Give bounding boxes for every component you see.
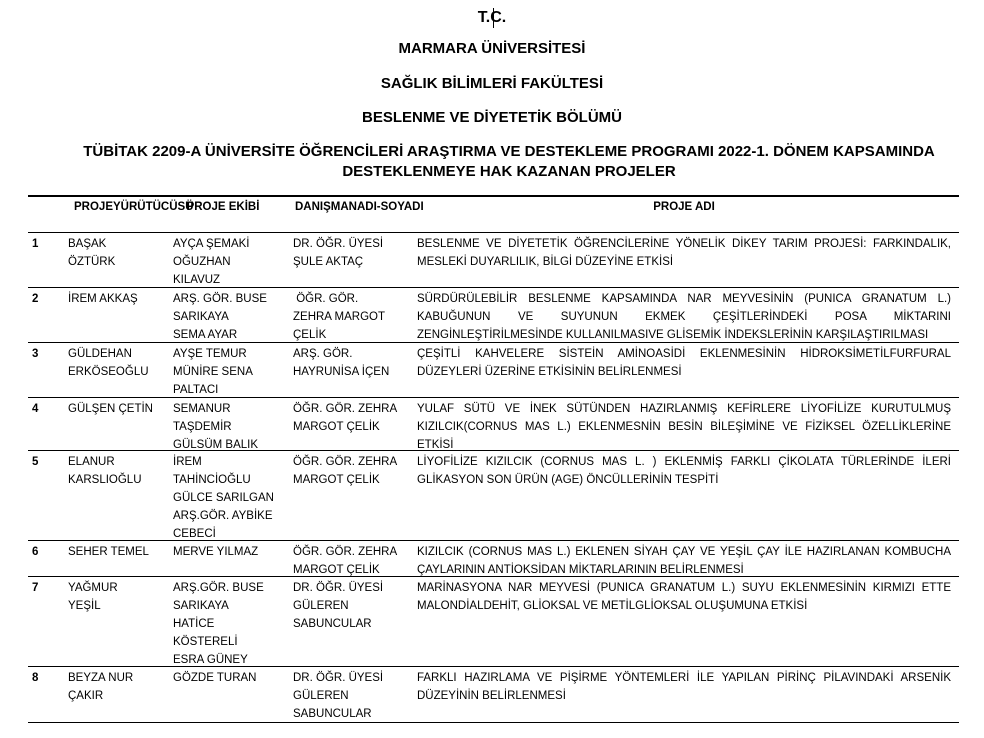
cell-line: SARIKAYA	[173, 600, 229, 612]
cell-line: OĞUZHAN	[173, 256, 231, 268]
project-executor	[68, 669, 168, 705]
project-executor	[68, 345, 168, 381]
heading-tc: T.C.	[477, 9, 507, 26]
cell-line: ÖĞR. GÖR. ZEHRA	[293, 546, 398, 558]
cell-line: ELANUR	[68, 456, 115, 468]
cell-line: KARSLIOĞLU	[68, 474, 142, 486]
cell-line: GÜLEREN	[293, 690, 349, 702]
project-advisor	[293, 235, 413, 271]
cell-line: ÖĞR. GÖR. ZEHRA	[293, 456, 398, 468]
cell-line: YÜRÜTÜCÜSÜ	[113, 201, 194, 213]
row-number: 4	[32, 403, 39, 415]
cell-line: ARŞ.GÖR. BUSE	[173, 582, 264, 594]
project-advisor	[293, 453, 413, 489]
cell-line: YAĞMUR	[68, 582, 118, 594]
row-number: 1	[32, 238, 39, 250]
cell-line: GÜLEREN	[293, 600, 349, 612]
cell-line: YEŞİL	[68, 600, 101, 612]
project-executor	[68, 453, 168, 489]
heading-faculty: SAĞLIK BİLİMLERİ FAKÜLTESİ	[380, 75, 604, 92]
project-title: LİYOFİLİZE KIZILCIK (CORNUS MAS L. ) EKLENMİŞ FARKLI ÇİKOLATA TÜRLERİNDE İLERİ GLİKASYON SON ÜRÜN (AGE) ÖNCÜLLERİNİN TESPİTİ	[417, 456, 951, 486]
program-title	[56, 142, 962, 182]
cell-line: MARGOT ÇELİK	[293, 564, 380, 576]
column-header-title: PROJE ADI	[653, 201, 715, 213]
cell-line: DR. ÖĞR. ÜYESİ	[293, 672, 384, 684]
cell-line: DR. ÖĞR. ÜYESİ	[293, 582, 384, 594]
row-number: 8	[32, 672, 39, 684]
project-advisor	[293, 290, 413, 344]
project-executor	[68, 579, 168, 615]
project-title: BESLENME VE DİYETETİK ÖĞRENCİLERİNE YÖNELİK DİKEY TARIM PROJESİ: FARKINDALIK, MESLEKİ DUYARLILIK, BİLGİ DÜZEYİNE ETKİSİ	[417, 238, 951, 268]
column-header-advisor	[295, 198, 424, 216]
table-top-rule	[28, 195, 959, 197]
column-header-team: PROJE EKİBİ	[186, 201, 260, 213]
cell-line: TAŞDEMİR	[173, 421, 232, 433]
cell-line: BAŞAK	[68, 238, 107, 250]
cell-line: GÜLSÜM BALIK	[173, 439, 258, 451]
cell-line: ESRA GÜNEY	[173, 654, 248, 666]
cell-line: İREM	[173, 456, 202, 468]
cell-line: GÖZDE TURAN	[173, 672, 257, 684]
cell-line: ARŞ. GÖR.	[293, 348, 353, 360]
cell-line: SEHER TEMEL	[68, 546, 149, 558]
row-number: 3	[32, 348, 39, 360]
cell-line: SABUNCULAR	[293, 618, 372, 630]
project-title: SÜRDÜRÜLEBİLİR BESLENME KAPSAMINDA NAR MEYVESİNİN (PUNICA GRANATUM L.) KABUĞUNUN VE SUYUNUN EKMEK ÇEŞİTLERİNDEKİ POSA MİKTARINI ZENGİNLEŞTİRİLMESİNDE KULLANILMASIVE GLİSEMİK İNDEKSLERİNİN KARŞILAŞTIRILMASI	[417, 293, 951, 341]
cell-line: ZEHRA MARGOT	[293, 311, 386, 323]
program-title-line1: TÜBİTAK 2209-A ÜNİVERSİTE ÖĞRENCİLERİ ARAŞTIRMA VE DESTEKLEME PROGRAMI 2022-1. DÖNEM KAPSAMINDA	[83, 143, 935, 160]
cell-line: ARŞ. GÖR. BUSE	[173, 293, 267, 305]
project-title: MARİNASYONA NAR MEYVESİ (PUNICA GRANATUM L.) SUYU EKLENMESİNİN KIRMIZI ETTE MALONDİALDEHİT, GLİOKSAL VE METİLGLİOKSAL OLUŞUMUNA ETKİSİ	[417, 582, 951, 612]
project-title: FARKLI HAZIRLAMA VE PİŞİRME YÖNTEMLERİ İLE YAPILAN PİRİNÇ PİLAVINDAKİ ARSENİK DÜZEYİNİN BELİRLENMESİ	[417, 672, 951, 702]
cell-line: SEMANUR	[173, 403, 231, 415]
cell-line: SABUNCULAR	[293, 708, 372, 720]
cell-line: SARIKAYA	[173, 311, 229, 323]
cell-line: AYŞE TEMUR	[173, 348, 247, 360]
program-title-line2: DESTEKLENMEYE HAK KAZANAN PROJELER	[342, 163, 676, 180]
column-header-executor	[74, 198, 194, 216]
cell-line: TAHİNCİOĞLU	[173, 474, 251, 486]
row-divider	[28, 540, 959, 541]
cell-line: KILAVUZ	[173, 274, 221, 286]
cell-line: İREM AKKAŞ	[68, 293, 138, 305]
project-advisor	[293, 345, 413, 381]
cell-line: GÜLDEHAN	[68, 348, 132, 360]
cell-line: ADI-SOYADI	[356, 201, 424, 213]
project-team	[173, 543, 291, 561]
project-advisor	[293, 579, 413, 633]
cell-line: AYÇA ŞEMAKİ	[173, 238, 250, 250]
project-advisor	[293, 543, 413, 579]
cell-line: MÜNİRE SENA	[173, 366, 253, 378]
project-team	[173, 400, 291, 454]
cell-line: ÖĞR. GÖR. ZEHRA	[293, 403, 398, 415]
project-executor	[68, 235, 168, 271]
project-team	[173, 290, 291, 344]
project-executor	[68, 290, 168, 308]
table-bottom-rule	[28, 722, 959, 723]
cell-line: SEMA AYAR	[173, 329, 238, 341]
project-advisor	[293, 669, 413, 723]
row-number: 2	[32, 293, 39, 305]
project-title: KIZILCIK (CORNUS MAS L.) EKLENEN SİYAH ÇAY VE YEŞİL ÇAY İLE HAZIRLANAN KOMBUCHA ÇAYLARININ ANTİOKSİDAN MİKTARLARININ BELİRLENMESİ	[417, 546, 951, 576]
cell-line: PALTACI	[173, 384, 219, 396]
cell-line: DR. ÖĞR. ÜYESİ	[293, 238, 384, 250]
project-executor	[68, 543, 168, 561]
project-executor	[68, 400, 168, 418]
cell-line: ÖZTÜRK	[68, 256, 116, 268]
project-team	[173, 579, 291, 669]
cell-line: ÇAKIR	[68, 690, 104, 702]
row-divider	[28, 287, 959, 288]
cell-line: MERVE YILMAZ	[173, 546, 259, 558]
row-number: 7	[32, 582, 39, 594]
heading-university: MARMARA ÜNİVERSİTESİ	[398, 40, 586, 57]
row-number: 5	[32, 456, 39, 468]
project-advisor	[293, 400, 413, 436]
cell-line: BEYZA NUR	[68, 672, 134, 684]
row-divider	[28, 666, 959, 667]
cell-line: PROJE	[74, 201, 113, 213]
cell-line: ERKÖSEOĞLU	[68, 366, 149, 378]
project-team	[173, 669, 291, 687]
heading-department: BESLENME VE DİYETETİK BÖLÜMÜ	[361, 109, 623, 126]
project-team	[173, 453, 291, 543]
project-title: YULAF SÜTÜ VE İNEK SÜTÜNDEN HAZIRLANMIŞ KEFİRLERE LİYOFİLİZE KURUTULMUŞ KIZILCIK(CORNUS MAS L.) EKLENMESNİN BESİN BİLEŞİMİNE VE FİZİKSEL ÖZELLİKLERİNE ETKİSİ	[417, 403, 951, 451]
cell-line: GÜLŞEN ÇETİN	[68, 403, 153, 415]
cell-line: DANIŞMAN	[295, 201, 357, 213]
cell-line: MARGOT ÇELİK	[293, 474, 380, 486]
project-team	[173, 235, 291, 289]
cell-line: MARGOT ÇELİK	[293, 421, 380, 433]
cell-line: CEBECİ	[173, 528, 216, 540]
cell-line: ŞULE AKTAÇ	[293, 256, 364, 268]
cell-line: GÜLCE SARILGAN	[173, 492, 274, 504]
project-title: ÇEŞİTLİ KAHVELERE SİSTEİN AMİNOASİDİ EKLENMESİNİN HİDROKSİMETİLFURFURAL DÜZEYLERİ ÜZERİNE ETKİSİNİN BELİRLENMESİ	[417, 348, 951, 378]
cell-line: ÇELİK	[293, 329, 327, 341]
cell-line: HATİCE	[173, 618, 215, 630]
row-divider	[28, 232, 959, 233]
cell-line: HAYRUNİSA İÇEN	[293, 366, 390, 378]
cell-line: KÖSTERELİ	[173, 636, 238, 648]
row-divider	[28, 397, 959, 398]
cell-line: ÖĞR. GÖR.	[293, 293, 359, 305]
project-team	[173, 345, 291, 399]
row-number: 6	[32, 546, 39, 558]
cell-line: ARŞ.GÖR. AYBİKE	[173, 510, 273, 522]
